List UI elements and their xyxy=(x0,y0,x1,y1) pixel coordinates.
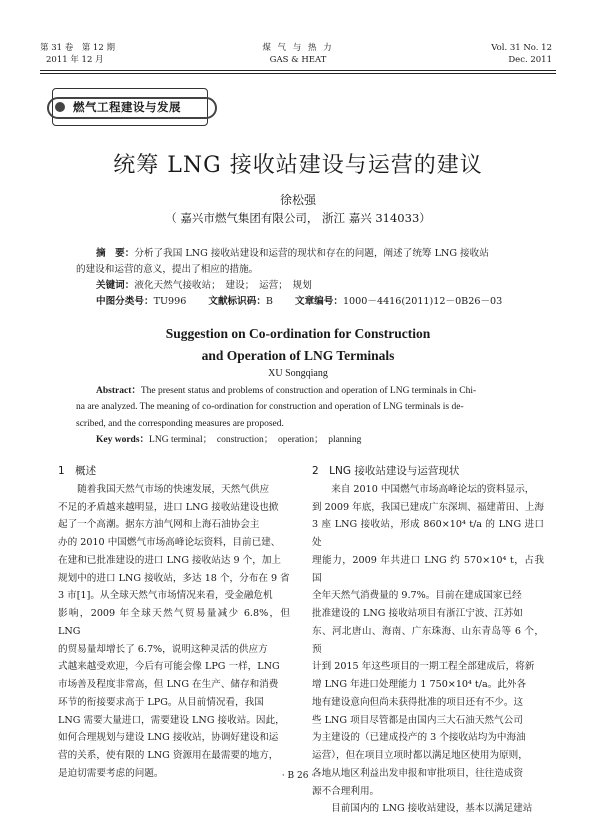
journal-name-cn: 煤 气 与 热 力 xyxy=(262,43,334,53)
abstract-en-line1 xyxy=(96,383,532,399)
section-1-line: 在建和已批准建设的进口 LNG 接收站达 9 个，加上 xyxy=(58,554,282,566)
abstract-cn-line1 xyxy=(96,246,534,262)
author-name-en: XU Songqiang xyxy=(268,368,328,379)
section-1 xyxy=(58,463,290,783)
section-1-line: 如何合理规划与建设 LNG 接收站，协调好建设和运 xyxy=(58,732,279,744)
date-en: Dec. 2011 xyxy=(508,55,552,65)
abstract-en-line2 xyxy=(76,399,532,415)
banner-dot-icon xyxy=(55,102,65,112)
clc-value: TU996 xyxy=(153,296,187,307)
article-title-en-line2: and Operation of LNG Terminals xyxy=(201,348,395,363)
section-1-line: 规划中的进口 LNG 接收站，多达 18 个，分布在 9 省 xyxy=(58,572,290,584)
section-2-line: 批准建设的 LNG 接收站项目有浙江宁波、江苏如 xyxy=(312,608,523,619)
section-2 xyxy=(312,463,544,818)
abstract-en-label: Abstract： xyxy=(96,386,141,396)
header-rule-bottom xyxy=(40,73,556,74)
keywords-cn-line xyxy=(96,278,534,294)
section-2-line: 计到 2015 年这些项目的一期工程全部建成后，将新 xyxy=(312,661,535,673)
clc-label: 中图分类号： xyxy=(96,296,154,307)
abstract-en xyxy=(76,383,532,448)
section-2-line: 东、河北唐山、海南、广东珠海、山东青岛等 6 个，预 xyxy=(312,625,544,655)
date-cn: 2011 年 12 月 xyxy=(46,55,104,65)
classification-line xyxy=(96,294,534,310)
section-2-line: 各地从地区利益出发申报和审批项目，往往造成资 xyxy=(312,767,524,779)
section-2-line: 到 2009 年底，我国已建成广东深圳、福建莆田、上海 xyxy=(312,501,544,513)
section-2-line: 增 LNG 年进口处理能力 1 750×10⁴ t/a。此外各 xyxy=(312,679,527,690)
article-title-en xyxy=(0,323,596,367)
keywords-en-line xyxy=(96,432,532,448)
section-1-line: 起了一个高潮。据东方油气网和上海石油协会主 xyxy=(58,519,260,531)
abstract-cn xyxy=(76,246,534,310)
section-1-line: 办的 2010 中国燃气市场高峰论坛资料，目前已建、 xyxy=(58,537,281,548)
keywords-cn-label: 关键词： xyxy=(96,280,135,291)
article-no-value: 1000－4416(2011)12－0B26－03 xyxy=(342,296,503,307)
section-1-line: 不足的矛盾越来越明显，进口 LNG 接收站建设也掀 xyxy=(58,501,279,513)
volume-issue-en: Vol. 31 No. 12 xyxy=(491,43,552,53)
doc-code-value: B xyxy=(265,296,273,307)
section-1-line: 影响，2009 年全球天然气贸易量减少 6.8%，但 LNG xyxy=(58,608,290,637)
article-title-en-line1: Suggestion on Co-ordination for Construction xyxy=(165,326,431,341)
section-1-line: 3 市[1]。从全球天然气市场情况来看，受金融危机 xyxy=(58,590,273,602)
running-header-right xyxy=(491,42,552,66)
abstract-cn-label: 摘 要： xyxy=(96,248,135,259)
section-2-line: 来自 2010 中国燃气市场高峰论坛的资料显示， xyxy=(312,483,535,495)
abstract-en-text1: The present status and problems of construction and operation of LNG terminals in Chi- xyxy=(140,386,477,396)
section-2-line: 3 座 LNG 接收站，形成 860×10⁴ t/a 的 LNG 进口处 xyxy=(312,519,544,548)
author-name-cn: 徐松强 xyxy=(279,193,316,207)
section-2-line: 运营），但在项目立项时都以满足地区使用为原则， xyxy=(312,750,528,761)
keywords-en-label: Key words： xyxy=(96,434,150,445)
section-2-line: 全年天然气消费量的 9.7%。目前在建成国家已经 xyxy=(312,590,522,602)
section-2-line: 为主建设的（已建成投产的 3 个接收站均为中海油 xyxy=(312,732,526,744)
abstract-en-line3 xyxy=(76,416,532,432)
abstract-en-text3: scribed, and the corresponding measures are proposed. xyxy=(76,418,284,429)
keywords-en: LNG terminal； construction； operation； planning xyxy=(149,434,362,445)
section-1-line: 是迫切需要考虑的问题。 xyxy=(58,767,164,779)
page-number: · B 26 · xyxy=(281,771,315,781)
section-1-line: 随着我国天然气市场的快速发展，天然气供应 xyxy=(58,483,270,495)
header-rule-top xyxy=(40,70,556,71)
doc-code-label: 文献标识码： xyxy=(208,296,266,307)
author-affiliation-cn: （ 嘉兴市燃气集团有限公司， 浙江 嘉兴 314033） xyxy=(165,211,431,225)
column-banner xyxy=(52,88,208,126)
article-no-label: 文章编号： xyxy=(294,296,343,307)
abstract-cn-text1: 分析了我国 LNG 接收站建设和运营的现状和存在的问题，阐述了统筹 LNG 接收站 xyxy=(134,248,489,259)
journal-name-en: GAS & HEAT xyxy=(269,55,327,65)
section-2-line: 目前国内的 LNG 接收站建设，基本以满足建站 xyxy=(312,803,533,815)
section-2-line: 些 LNG 项目尽管都是由国内三大石油天然气公司 xyxy=(312,714,523,726)
section-1-line: 营的关系，使有限的 LNG 资源用在最需要的地方， xyxy=(58,750,279,761)
article-title-cn: 统筹 LNG 接收站建设与运营的建议 xyxy=(113,153,483,178)
abstract-en-text2: na are analyzed. The meaning of co-ordination for construction and operation of LNG terminals is de- xyxy=(76,402,464,413)
section-2-line: 地有建设意向但尚未获得批准的项目还有不少。这 xyxy=(312,696,524,708)
abstract-cn-line2 xyxy=(76,262,534,278)
section-1-line: 环节的衔接要求高于 LPG。从目前情况看，我国 xyxy=(58,696,264,708)
column-banner-label: 燃气工程建设与发展 xyxy=(73,100,181,114)
section-1-line: LNG 需要大量进口，需要建设 LNG 接收站。因此， xyxy=(58,714,285,726)
abstract-cn-text2: 的建设和运营的意义，提出了相应的措施。 xyxy=(76,264,259,275)
section-1-heading: 1 概述 xyxy=(58,465,97,477)
section-1-line: 式越来越受欢迎，今后有可能会像 LPG 一样，LNG xyxy=(58,661,280,673)
section-1-line: 市场善及程度非常高，但 LNG 在生产、储存和消费 xyxy=(58,679,279,690)
section-2-line: 理能力，2009 年共进口 LNG 约 570×10⁴ t，占我国 xyxy=(312,554,544,584)
section-1-line: 的贸易量却增长了 6.7%，说明这种灵活的供应方 xyxy=(58,643,268,655)
section-2-line: 源不合理利用。 xyxy=(312,785,380,797)
section-2-heading: 2 LNG 接收站建设与运营现状 xyxy=(312,465,460,477)
keywords-cn: 液化天然气接收站； 建设； 运营； 规划 xyxy=(134,280,312,291)
volume-issue-cn: 第 31 卷 第 12 期 xyxy=(40,43,115,53)
